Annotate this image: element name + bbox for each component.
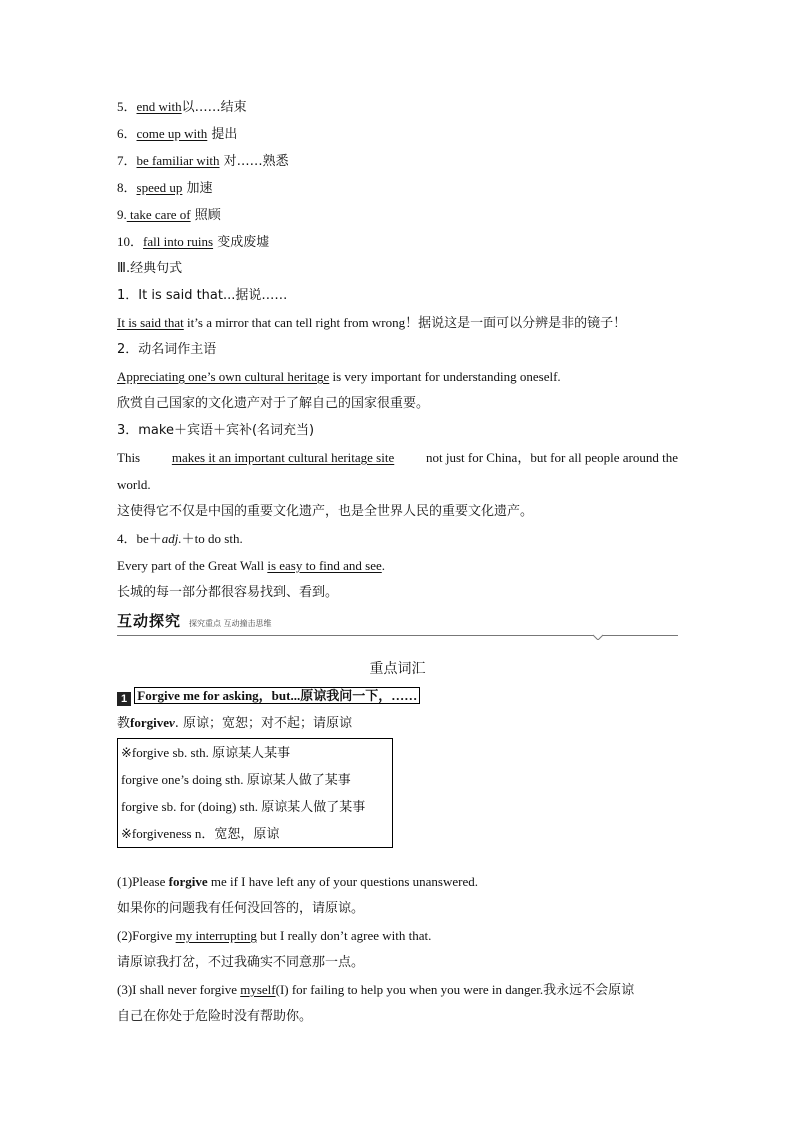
part-of-speech: v xyxy=(169,715,175,730)
phrase-number: 10． xyxy=(117,234,144,249)
sentence-pattern-3-translation: 这使得它不仅是中国的重要文化遗产，也是全世界人民的重要文化遗产。 xyxy=(117,504,534,519)
item-number-badge: 1 xyxy=(117,692,131,706)
phrase-item-6 xyxy=(117,120,678,147)
sentence-pattern-4-example xyxy=(117,552,678,579)
phrase-number: 6． xyxy=(117,126,137,141)
title-part: adj. xyxy=(161,531,182,546)
example-text: This xyxy=(117,450,141,465)
phrase-item-5 xyxy=(117,93,678,120)
example-text: me if I have left any of your questions unanswered. xyxy=(207,874,479,889)
underlined-answer: my interrupting xyxy=(175,928,257,943)
example-3 xyxy=(117,976,678,1003)
phrase-chinese: 对……熟悉 xyxy=(219,154,289,169)
phrase-english: be familiar with xyxy=(136,153,220,168)
divider-notch-icon xyxy=(593,630,603,640)
phrase-item-10 xyxy=(117,228,678,255)
sentence-pattern-4-translation: 长城的每一部分都很容易找到、看到。 xyxy=(117,585,339,600)
example-2-translation: 请原谅我打岔，不过我确实不同意那一点。 xyxy=(117,955,365,970)
phrase-english: speed up xyxy=(136,180,183,195)
vocab-item-1-title xyxy=(117,682,678,709)
underlined-answer: makes it an important cultural heritage site xyxy=(171,450,395,465)
underlined-answer: myself xyxy=(240,982,276,997)
phrase-list xyxy=(117,93,678,255)
sentence-pattern-3-title: 3．make＋宾语＋宾补(名词充当) xyxy=(117,423,315,438)
vocab-section-title: 重点词汇 xyxy=(369,661,426,677)
phrase-chinese: 以……结束 xyxy=(181,100,247,115)
example-text: (3)I shall never forgive xyxy=(117,982,241,997)
vocab-item-heading: Forgive me for asking，but...原谅我问一下，…… xyxy=(134,687,420,704)
sentence-pattern-3-example xyxy=(117,444,678,471)
example-2 xyxy=(117,922,678,949)
definition-text: . 原谅；宽恕；对不起；请原谅 xyxy=(174,716,353,731)
phrase-english: fall into ruins xyxy=(143,234,214,249)
phrase-number: 7． xyxy=(117,153,137,168)
sentence-pattern-2-title: 2．动名词作主语 xyxy=(117,342,217,357)
phrase-chinese: 加速 xyxy=(182,181,213,196)
phrase-item-9 xyxy=(117,201,678,228)
section-heading: Ⅲ.经典句式 xyxy=(117,261,183,276)
usage-line: forgive one’s doing sth. 原谅某人做了某事 xyxy=(121,772,351,787)
usage-box xyxy=(117,738,393,848)
example-3-translation: 自己在你处于危险时没有帮助你。 xyxy=(117,1009,313,1024)
phrase-number: 9. xyxy=(117,207,127,222)
sentence-pattern-3-example-cont: world. xyxy=(117,477,151,492)
phrase-english: take care of xyxy=(126,207,191,222)
section-banner xyxy=(117,608,678,638)
phrase-item-7 xyxy=(117,147,678,174)
example-text: (I) for failing to help you when you were in danger.我永远不会原谅 xyxy=(275,982,635,997)
keyword: forgive xyxy=(168,874,208,889)
banner-subtitle: 探究重点 互动撞击思维 xyxy=(189,619,272,628)
underlined-answer: is easy to find and see xyxy=(267,558,382,573)
example-text: is very important for understanding oneself. xyxy=(329,369,561,384)
example-text: but I really don’t agree with that. xyxy=(256,928,432,943)
teach-mark: 教 xyxy=(117,716,131,731)
vocab-item-1-definition xyxy=(117,709,678,736)
example-text: (1)Please xyxy=(117,874,169,889)
banner-title: 互动探究 xyxy=(117,612,182,630)
example-text: (2)Forgive xyxy=(117,928,176,943)
phrase-number: 5． xyxy=(117,99,137,114)
example-text: not just for China，but for all people around the xyxy=(425,450,678,465)
phrase-chinese: 变成废墟 xyxy=(213,235,270,250)
example-1 xyxy=(117,868,678,895)
sentence-pattern-1-title: 1．It is said that...据说…… xyxy=(117,288,288,303)
underlined-answer: It is said that xyxy=(117,315,184,330)
phrase-chinese: 提出 xyxy=(207,127,238,142)
phrase-item-8 xyxy=(117,174,678,201)
phrase-number: 8． xyxy=(117,180,137,195)
example-text: it’s a mirror that can tell right from wrong！据说这是一面可以分辨是非的镜子！ xyxy=(183,315,627,330)
phrase-english: come up with xyxy=(136,126,208,141)
underlined-answer: Appreciating one’s own cultural heritage xyxy=(117,369,330,384)
title-part: 4．be＋ xyxy=(117,531,162,546)
keyword: forgive xyxy=(130,715,169,730)
sentence-pattern-2-example xyxy=(117,363,678,390)
example-text: . xyxy=(381,558,386,573)
usage-line: ※forgiveness n．宽恕，原谅 xyxy=(121,826,280,841)
document-page xyxy=(117,93,678,1030)
sentence-pattern-1-example xyxy=(117,309,678,336)
title-part: ＋to do sth. xyxy=(181,531,243,546)
phrase-english: end with xyxy=(136,99,182,114)
usage-line: forgive sb. for (doing) sth. 原谅某人做了某事 xyxy=(121,799,366,814)
sentence-pattern-4-title xyxy=(117,525,678,552)
sentence-pattern-2-translation: 欣赏自己国家的文化遗产对于了解自己的国家很重要。 xyxy=(117,396,430,411)
phrase-chinese: 照顾 xyxy=(190,208,221,223)
example-text: Every part of the Great Wall xyxy=(117,558,268,573)
usage-line: ※forgive sb. sth. 原谅某人某事 xyxy=(121,745,291,760)
example-1-translation: 如果你的问题我有任何没回答的，请原谅。 xyxy=(117,901,365,916)
